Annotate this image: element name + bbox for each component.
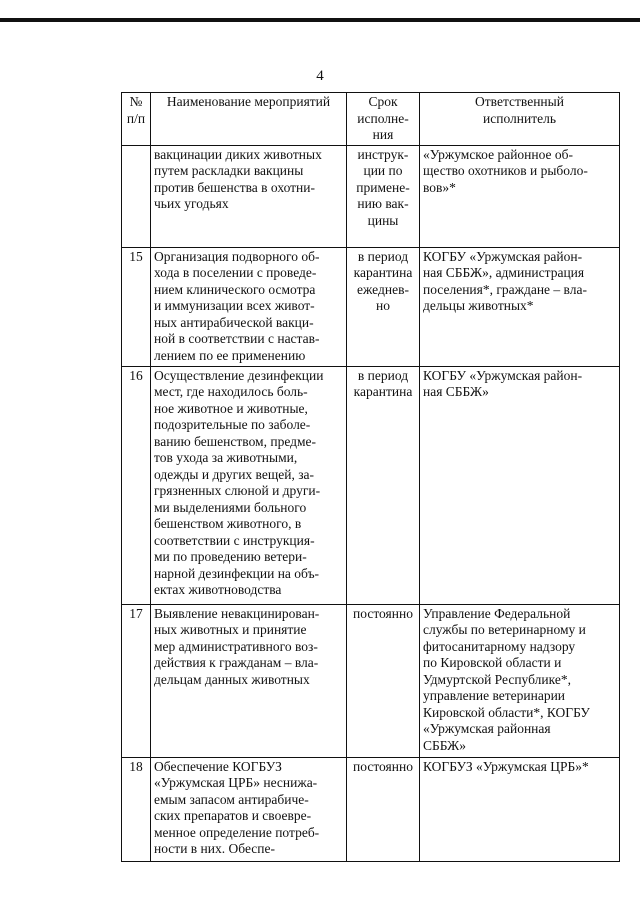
table-header-row [122,93,620,146]
row-number [122,145,151,247]
table-row [122,145,620,247]
header-num: № п/п [122,93,151,146]
row-term: постоянно [347,604,420,757]
row-responsible: КОГБУ «Уржумская район- ная СББЖ», администрация поселения*, граждане – вла- дельцы животных* [420,247,620,366]
table-row [122,604,620,757]
top-rule [0,18,640,22]
row-term: постоянно [347,757,420,861]
header-responsible: Ответственный исполнитель [420,93,620,146]
row-measure: Организация подворного об- хода в поселении с проведе- нием клинического осмотра и иммунизации всех живот- ных антирабической вакци- ной в соответствии с настав- лением по ее применению [151,247,347,366]
row-number: 17 [122,604,151,757]
table-row [122,757,620,861]
table-row [122,366,620,604]
row-responsible: Управление Федеральной службы по ветеринарному и фитосанитарному надзору по Кировской области и Удмуртской Республике*, управление ветеринарии Кировской области*, КОГБУ «Уржумская районная СББЖ» [420,604,620,757]
row-measure: вакцинации диких животных путем раскладки вакцины против бешенства в охотни- чьих угодьях [151,145,347,247]
table-row [122,247,620,366]
row-measure: Осуществление дезинфекции мест, где находилось боль- ное животное и животные, подозрительные по заболе- ванию бешенством, предме- тов ухода за животными, одежды и других вещей, за- грязненных слюной и други- ми выделениями больного бешенством животного, в соответствии с инструкция- ми по проведению ветери- нарной дезинфекции на объ- ектах животноводства [151,366,347,604]
row-term: в период карантина [347,366,420,604]
page-number: 4 [316,68,324,84]
row-measure: Обеспечение КОГБУЗ «Уржумская ЦРБ» неснижа- емым запасом антирабиче- ских препаратов и своевре- менное определение потреб- ности в них. Обеспе- [151,757,347,861]
row-number: 16 [122,366,151,604]
row-term: инструк- ции по примене- нию вак- цины [347,145,420,247]
row-measure: Выявление невакцинирован- ных животных и принятие мер административного воз- действия к гражданам – вла- дельцам данных животных [151,604,347,757]
measures-table [121,92,620,862]
row-responsible: «Уржумское районное об- щество охотников и рыболо- вов»* [420,145,620,247]
row-number: 15 [122,247,151,366]
row-term: в период карантина ежеднев- но [347,247,420,366]
header-term: Срок исполне- ния [347,93,420,146]
header-name: Наименование мероприятий [151,93,347,146]
row-number: 18 [122,757,151,861]
row-responsible: КОГБУЗ «Уржумская ЦРБ»* [420,757,620,861]
row-responsible: КОГБУ «Уржумская район- ная СББЖ» [420,366,620,604]
